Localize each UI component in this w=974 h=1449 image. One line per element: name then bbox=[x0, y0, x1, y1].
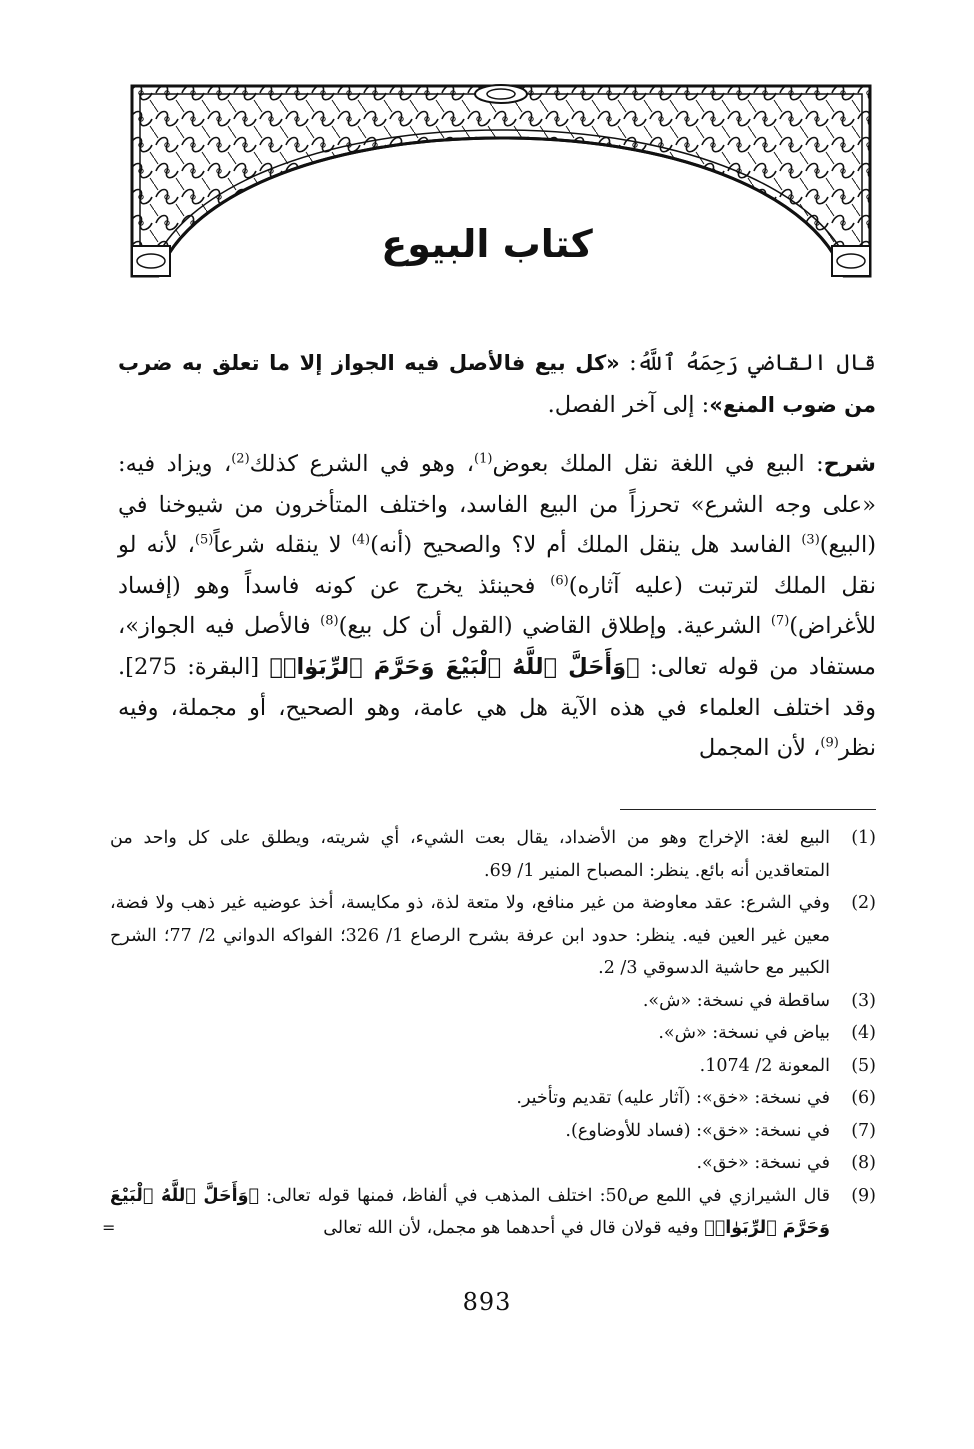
footnote-text: وفي الشرع: عقد معاوضة من غير منافع، ولا متعة لذة، ذو مكايسة، أخذ عوضيه غير ذهب ولا فضة، معين غير العين فيه. ينظر: حدود ابن عرفة بشرح الرصاع 1/ 326؛ الفواكه الدواني 2/ 77؛ الشرح الكبير مع حاشية الدسوقي 3/ 2. bbox=[110, 893, 830, 978]
footnote-7 bbox=[110, 1115, 876, 1148]
commentary-text: ، ويزاد فيه: «على وجه الشرع» تحرزاً من البيع الفاسد، واختلف المتأخرون من شيوخنا في (البيع) bbox=[118, 451, 876, 559]
footnotes-list bbox=[102, 822, 876, 1245]
chapter-title: كتاب البيوع bbox=[381, 222, 593, 266]
footnote-ref-7[interactable]: (7) bbox=[770, 613, 790, 629]
commentary-text: الفاسد هل ينقل الملك أم لا؟ والصحيح (أنه) bbox=[370, 532, 802, 559]
footnote-text: البيع لغة: الإخراج وهو من الأضداد، يقال بعت الشيء، أي شريته، ويطلق على كل واحد من المتعاقدين أنه بائع. ينظر: المصباح المنير 1/ 69. bbox=[110, 828, 830, 881]
footnote-ref-5[interactable]: (5) bbox=[194, 532, 214, 548]
footnote-number: (8) bbox=[851, 1153, 876, 1173]
footnote-ref-1[interactable]: (1) bbox=[474, 451, 493, 467]
footnote-2 bbox=[110, 887, 876, 985]
footnote-text: ساقطة في نسخة: «ش». bbox=[642, 990, 830, 1011]
footnote-text: بياض في نسخة: «ش». bbox=[658, 1023, 830, 1043]
commentary-text: فحينئذ يخرج عن كونه فاسداً وهو (إفساد للأغراض) bbox=[118, 572, 876, 640]
commentary-text: ، لأن المجمل bbox=[698, 735, 821, 762]
footnote-ref-3[interactable]: (3) bbox=[801, 532, 820, 548]
footnote-1 bbox=[110, 822, 876, 887]
footnote-ref-6[interactable]: (6) bbox=[550, 573, 569, 589]
footnote-number: (5) bbox=[851, 1055, 876, 1076]
matn-quote: «كل بيع فالأصل فيه الجواز إلا ما تعلق به ضرب من ضوب المنع» bbox=[118, 351, 876, 417]
footnote-number: (1) bbox=[851, 828, 876, 848]
footnote-4 bbox=[110, 1017, 876, 1050]
footnote-ref-8[interactable]: (8) bbox=[320, 613, 339, 629]
footnote-number: (6) bbox=[851, 1088, 876, 1108]
page-number: 893 bbox=[462, 1288, 512, 1316]
commentary-text: فالأصل فيه الجواز»، مستفاد من قوله تعالى: bbox=[118, 613, 876, 680]
footnote-ref-2[interactable]: (2) bbox=[231, 451, 250, 467]
footnote-text: في نسخة: «خق»: (آثار عليه) تقديم وتأخير. bbox=[516, 1088, 830, 1108]
footnote-8 bbox=[110, 1147, 876, 1180]
commentary-label: شرح bbox=[823, 451, 877, 477]
commentary-text: ، وهو في الشرع كذلك bbox=[249, 451, 475, 477]
matn-tail: : إلى آخر الفصل. bbox=[547, 392, 710, 418]
continuation-mark: = bbox=[102, 1218, 116, 1237]
footnote-ref-9[interactable]: (9) bbox=[820, 735, 839, 751]
quran-verse: ﴿وَأَحَلَّ ٱللَّهُ ٱلْبَيْعَ وَحَرَّمَ ٱلرِّبَوٰا۟﴾ bbox=[110, 1185, 830, 1238]
commentary-text: : البيع في اللغة نقل الملك بعوض bbox=[492, 451, 824, 477]
footnote-5 bbox=[110, 1050, 876, 1083]
footnote-number: (9) bbox=[851, 1185, 876, 1206]
quran-verse: ﴿وَأَحَلَّ ٱللَّهُ ٱلْبَيْعَ وَحَرَّمَ ٱلرِّبَوٰا۟﴾ bbox=[269, 653, 640, 680]
footnote-number: (7) bbox=[851, 1120, 876, 1141]
footnote-text: المعونة 2/ 1074. bbox=[699, 1055, 830, 1076]
commentary-text: ، لأنه لو نقل الملك لترتبت (عليه آثاره) bbox=[118, 532, 876, 599]
footnote-number: (3) bbox=[851, 990, 876, 1011]
commentary-paragraph bbox=[118, 444, 876, 769]
footnote-text: وفيه قولان قال في أحدهما هو مجمل، لأن الله تعالى bbox=[323, 1218, 705, 1238]
footnote-3 bbox=[110, 985, 876, 1018]
footnote-text: في نسخة: «خق». bbox=[696, 1153, 830, 1173]
matn-paragraph bbox=[118, 342, 876, 426]
commentary-text: لا ينقله شرعاً bbox=[213, 532, 352, 559]
footnote-text: في نسخة: «خق»: (فساد للأوضاوع). bbox=[565, 1120, 830, 1141]
commentary-text: الشرعية. وإطلاق القاضي (القول أن كل بيع) bbox=[338, 613, 771, 640]
footnote-text: قال الشيرازي في اللمع ص50: اختلف المذهب في ألفاظ، فمنها قوله تعالى: bbox=[259, 1185, 830, 1206]
speaker-attribution: قال القاضي رَحِمَهُ ٱللَّهُ: bbox=[629, 350, 876, 376]
footnote-number: (2) bbox=[851, 893, 876, 913]
footnote-6 bbox=[110, 1082, 876, 1115]
footnote-number: (4) bbox=[851, 1023, 876, 1043]
footnote-separator bbox=[620, 809, 876, 810]
footnote-ref-4[interactable]: (4) bbox=[351, 532, 371, 548]
footnote-9 bbox=[102, 1180, 876, 1245]
commentary-text: [البقرة: 275]. وقد اختلف العلماء في هذه الآية هل هي عامة، وهو الصحيح، أو مجملة، وفيه نظر bbox=[118, 653, 876, 762]
